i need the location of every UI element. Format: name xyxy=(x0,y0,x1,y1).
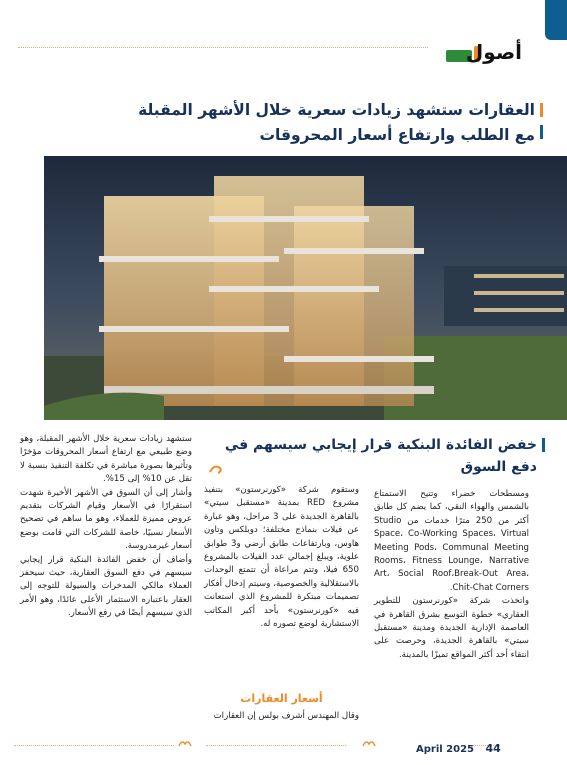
col1-paragraph-3: وأضاف أن خفض الفائدة البنكية قرار إيجابي سيسهم في دفع السوق العقارية، حيث سيحفز العملاء مالكي المدخرات والسيولة للتوجه إلى العقار باعتباره الاستثمار الأعلى عائدًا، وهو الأمر الذي سيسهم أيضًا في رفع الأسعار. xyxy=(20,554,192,619)
building-photo xyxy=(44,156,567,420)
logo-text: أصول xyxy=(465,40,522,64)
col3-paragraph-2: واتخذت شركة «كورنرستون للتطوير العقاري» خطوة التوسع بشرق القاهرة في العاصمة الإدارية الجديدة ومدينة «مستقبل سيتي» بالقاهرة الجديدة، وحرصت على انتقاء أحد أكثر المواقع تميزًا بالمدينة. xyxy=(374,596,529,660)
column-middle xyxy=(204,484,359,631)
headline-accent-orange xyxy=(540,103,543,117)
column-left xyxy=(20,433,192,621)
headline-accent-blue xyxy=(540,125,543,139)
footer-rule-left xyxy=(14,745,174,746)
footer-rule-middle xyxy=(206,745,346,746)
page-footer xyxy=(416,742,501,755)
article-headline xyxy=(95,98,535,148)
masthead-logo xyxy=(446,36,522,72)
article-subheadline: خفض الفائدة البنكية قرار إيجابي سيسهم في دفع السوق xyxy=(224,437,537,475)
header-rule xyxy=(18,47,428,48)
col2-paragraph-1: وستقوم شركة «كورنرستون» بتنفيذ مشروع RED بمدينة «مستقبل سيتي» بالقاهرة الجديدة على 3 مراحل، وهو عبارة عن فيلات بنماذج مختلفة؛ دوبلكس وتاون هاوس، وبارتفاعات طابق أرضي و3 طوابق علوية، ويبلغ إجمالي عدد الفيلات بالمشروع 650 فيلا، وتتم مراعاة أن تتمتع الوحدات بالاستقلالية والخصوصية، وسيتم إدخال أفكار تصميمات مبتكرة للمشروع الذي استعانت فيه «كورنرستون» بأحد أكبر المكاتب الاستشارية لوضع تصوره له. xyxy=(204,485,359,630)
section-tab xyxy=(545,0,567,40)
issue-date: April 2025 xyxy=(416,744,474,755)
column-middle-tail xyxy=(204,710,359,723)
section-title-prices: أسعار العقارات xyxy=(240,692,323,705)
orange-swirl-icon xyxy=(208,462,224,476)
footer-flourish-icon xyxy=(362,738,376,748)
building-illustration xyxy=(44,156,567,420)
col2-paragraph-2: وقال المهندس أشرف بولس إن العقارات xyxy=(213,711,359,721)
column-right xyxy=(374,488,529,662)
col1-paragraph-1: ستشهد زيادات سعرية خلال الأشهر المقبلة، وهو وضع طبيعي مع ارتفاع أسعار المحروقات مؤخرًا وتأثيرها بصورة مباشرة في تكلفة التنفيذ بنسبة لا تقل عن 10% إلى 15%. xyxy=(20,434,192,485)
subheadline-accent xyxy=(542,438,545,452)
col1-paragraph-2: وأشار إلى أن السوق في الأشهر الأخيرة شهدت استقرارًا في الأسعار وقيام الشركات بتقديم عروض مميزة للعملاء، وهو ما ساهم في تصحيح الأسعار نسبيًا، خاصة للشركات التي قامت بوضع أسعار غيرمدروسة. xyxy=(20,487,192,552)
footer-flourish-icon xyxy=(178,738,192,748)
headline-line-1: العقارات ستشهد زيادات سعرية خلال الأشهر المقبلة xyxy=(138,101,535,119)
headline-line-2: مع الطلب وارتفاع أسعار المحروقات xyxy=(259,126,535,144)
page-number: 44 xyxy=(485,742,501,755)
col3-paragraph-1: ومسطحات خضراء وتتيح الاستمتاع بالشمس والهواء النقي، كما يضم كل طابق أكثر من 250 مترًا خدمات من Studio Space، Co-Working Spaces، Virtual Meeting Pods، Communal Meeting Rooms، Fitness Lounge، Narrative Art، Social Roof،Break-Out Area، Chit-Chat Corners. xyxy=(374,489,529,593)
